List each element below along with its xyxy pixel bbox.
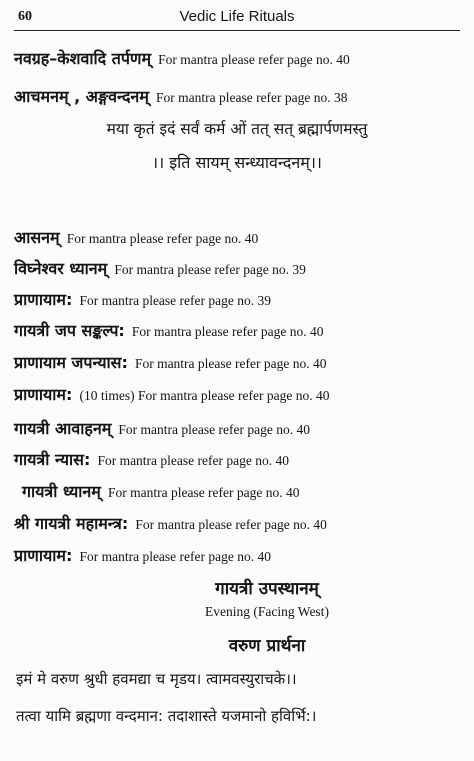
ritual-name: नवग्रह–केशवादि तर्पणम् <box>14 49 152 68</box>
mantra-reference: (10 times) For mantra please refer page no. 40 <box>79 388 330 403</box>
mantra-reference: For mantra please refer page no. 40 <box>79 549 271 564</box>
ritual-name: प्राणायाम: <box>14 290 73 309</box>
ritual-name: गायत्री ध्यानम् <box>22 482 101 501</box>
ritual-line <box>14 384 464 407</box>
ritual-line <box>14 48 464 71</box>
ritual-name: प्राणायाम: <box>14 546 73 565</box>
mantra-reference: For mantra please refer page no. 40 <box>135 517 327 532</box>
ritual-name: प्राणायाम: <box>14 385 73 404</box>
running-title: Vedic Life Rituals <box>179 8 295 25</box>
mantra-reference: For mantra please refer page no. 40 <box>118 422 310 437</box>
mantra-reference: For mantra please refer page no. 39 <box>114 262 306 277</box>
section-heading: वरुण प्रार्थना <box>228 636 306 656</box>
mantra-reference: For mantra please refer page no. 40 <box>158 52 350 67</box>
page-header <box>14 6 460 31</box>
mantra-reference: For mantra please refer page no. 40 <box>107 485 300 500</box>
ritual-name: आसनम् <box>14 228 60 247</box>
ritual-line <box>14 513 464 536</box>
ritual-name: श्री गायत्री महामन्त्र: <box>14 514 129 533</box>
mantra-reference: For mantra please refer page no. 38 <box>155 90 348 105</box>
mantra-reference: For mantra please refer page no. 39 <box>79 293 271 308</box>
ritual-line <box>14 258 464 281</box>
section-heading: गायत्री उपस्थानम् <box>215 579 319 599</box>
ritual-name: विघ्नेश्वर ध्यानम् <box>14 259 108 278</box>
closing-line: ।। इति सायम् सन्ध्यावन्दनम्।। <box>152 153 322 172</box>
ritual-line <box>22 481 464 504</box>
ritual-name: आचमनम् , अङ्गवन्दनम् <box>14 87 149 106</box>
ritual-line <box>14 352 464 375</box>
mantra-reference: For mantra please refer page no. 40 <box>66 231 259 246</box>
ritual-line <box>14 449 464 472</box>
mantra-reference: For mantra please refer page no. 40 <box>97 453 289 468</box>
ritual-line <box>14 289 464 312</box>
verse-line: तत्वा यामि ब्रह्मणा वन्दमान: तदाशास्ते यजमानो हविर्भि:। <box>16 707 317 725</box>
section-subtitle: Evening (Facing West) <box>205 604 329 619</box>
ritual-name: प्राणायाम जपन्यास: <box>14 353 128 372</box>
mantra-reference: For mantra please refer page no. 40 <box>131 324 324 339</box>
ritual-name: गायत्री न्यास: <box>14 450 91 469</box>
page-number: 60 <box>18 9 32 24</box>
ritual-line <box>14 320 464 343</box>
verse-line: इमं मे वरुण श्रुधी हवमद्या च मृडय। त्वामवस्युराचके।। <box>16 670 297 688</box>
mantra-reference: For mantra please refer page no. 40 <box>134 356 327 371</box>
ritual-line <box>14 418 464 441</box>
ritual-name: गायत्री जप सङ्कल्प: <box>14 321 125 340</box>
dedication-verse: मया कृतं इदं सर्वं कर्म ओं तत् सत् ब्रह्मार्पणमस्तु <box>106 120 368 138</box>
ritual-line <box>14 545 464 568</box>
ritual-name: गायत्री आवाहनम् <box>14 419 112 438</box>
ritual-line <box>14 227 464 250</box>
ritual-line <box>14 86 464 109</box>
